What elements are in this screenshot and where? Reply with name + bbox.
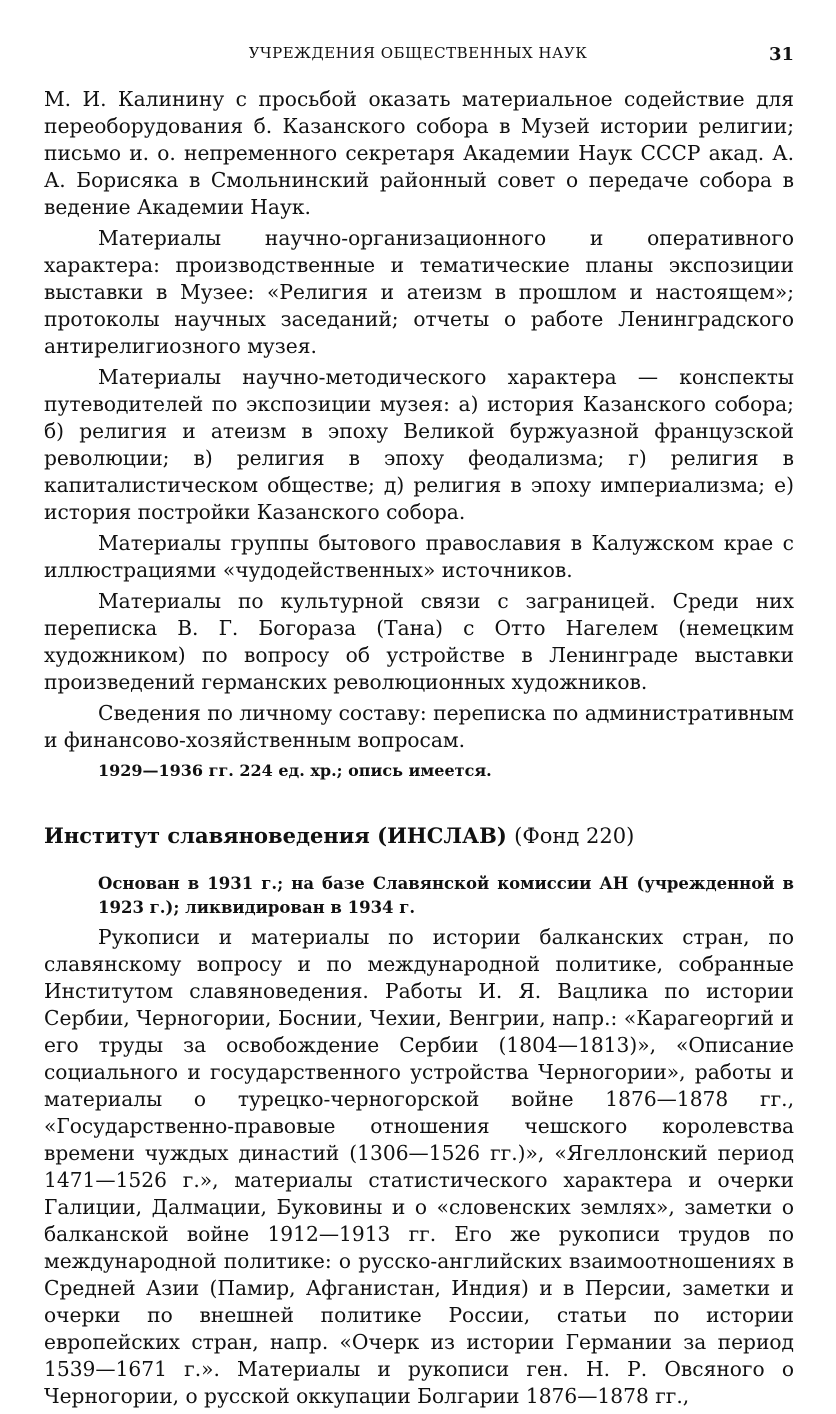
page-body [44,86,794,1414]
dates-and-units: 1929—1936 гг. 224 ед. хр.; опись имеется. [98,761,492,780]
institute-title: Институт славяноведения (ИНСЛАВ) [44,823,507,848]
paragraph-methodological-materials: Материалы научно-методического характера — конспекты путеводителей по экспозиции музея: а) история Казанского собора; б) религия и атеизм в эпоху Великой буржуазной французской революции; в) религия в эпоху феодализма; г) религия в капиталистическом обществе; д) религия в эпоху империализма; е) история постройки Казанского собора. [44,365,794,524]
founded-note: Основан в 1931 г.; на базе Славянской комиссии АН (учрежденной в 1923 г.); ликвидирован в 1934 г. [98,874,794,917]
paragraph-organizational-materials: Материалы научно-организационного и оперативного характера: производственные и тематические планы экспозиции выставки в Музее: «Религия и атеизм в прошлом и настоящем»; протоколы научных заседаний; отчеты о работе Ленинградского антирелигиозного музея. [44,226,794,358]
paragraph-orthodoxy-group: Материалы группы бытового православия в Калужском крае с иллюстрациями «чудодейственных» источников. [44,531,794,582]
fond-number: (Фонд 220) [514,824,635,848]
paragraph-cultural-relations: Материалы по культурной связи с заграницей. Среди них переписка В. Г. Богораза (Тана) с Отто Нагелем (немецким художником) по вопросу об устройстве в Ленинграде выставки произведений германских революционных художников. [44,589,794,694]
paragraph-intro: М. И. Калинину с просьбой оказать материальное содействие для переоборудования б. Казанского собора в Музей истории религии; письмо и. о. непременного секретаря Академии Наук СССР акад. А. А. Борисяка в Смольнинский районный совет о передаче собора в ведение Академии Наук. [44,87,794,219]
running-title: УЧРЕЖДЕНИЯ ОБЩЕСТВЕННЫХ НАУК [248,44,588,62]
page-number: 31 [768,44,794,65]
paragraph-manuscripts: Рукописи и материалы по истории балканских стран, по славянскому вопросу и по международной политике, собранные Институтом славяноведения. Работы И. Я. Вацлика по истории Сербии, Черногории, Боснии, Чехии, Венгрии, напр.: «Карагеоргий и его труды за освобождение Сербии (1804—1813)», «Описание социального и государственного устройства Черногории», работы и материалы о турецко-черногорской войне 1876—1878 гг., «Государственно-правовые отношения чешского королевства времени чуждых династий (1306—1526 гг.)», «Ягеллонский период 1471—1526 г.», материалы статистического характера и очерки Галиции, Далмации, Буковины и о «словенских землях», заметки о балканской войне 1912—1913 гг. Его же рукописи трудов по международной политике: о русско-английских взаимоотношениях в Средней Азии (Памир, Афганистан, Индия) и в Персии, заметки и очерки по внешней политике России, статьи по истории европейских стран, напр. «Очерк из истории Германии за период 1539—1671 г.». Материалы и рукописи ген. Н. Р. Овсяного о Черногории, о русской оккупации Болгарии 1876—1878 гг., [44,925,794,1408]
paragraph-personnel: Сведения по личному составу: переписка по административным и финансово-хозяйственным вопросам. [44,701,794,752]
institute-heading [44,822,794,850]
